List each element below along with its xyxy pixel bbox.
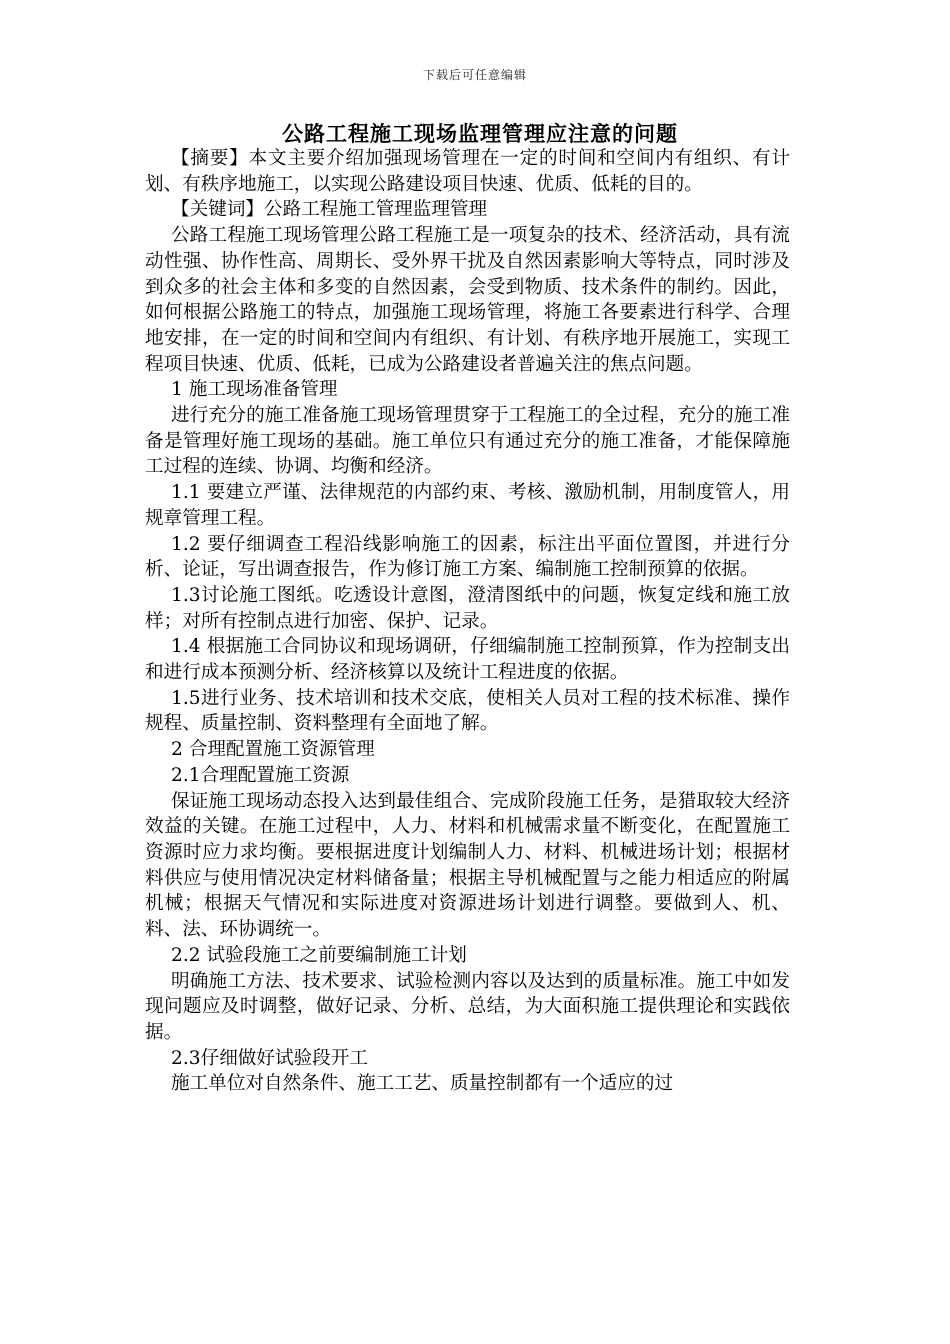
- document-body: [145, 146, 790, 1097]
- list-item-1-4: 1.4 根据施工合同协议和现场调研，仔细编制施工控制预算，作为控制支出和进行成本预测分析、经济核算以及统计工程进度的依据。: [145, 636, 790, 684]
- body-paragraph: 施工单位对自然条件、施工工艺、质量控制都有一个适应的过: [171, 1073, 674, 1095]
- subsection-heading-2-1: 2.1合理配置施工资源: [171, 764, 350, 786]
- page-header-note: 下载后可任意编辑: [422, 68, 527, 82]
- list-item-1-5: 1.5进行业务、技术培训和技术交底，使相关人员对工程的技术标准、操作规程、质量控制、资料整理有全面地了解。: [145, 687, 790, 735]
- subsection-heading-2-2: 2.2 试验段施工之前要编制施工计划: [171, 944, 467, 966]
- subsection-heading-2-3: 2.3仔细做好试验段开工: [171, 1047, 368, 1069]
- list-item-1-1: 1.1 要建立严谨、法律规范的内部约束、考核、激励机制，用制度管人，用规章管理工程。: [145, 482, 790, 529]
- intro-paragraph: 公路工程施工现场管理公路工程施工是一项复杂的技术、经济活动，具有流动性强、协作性高、周期长、受外界干扰及自然因素影响大等特点，同时涉及到众多的社会主体和多变的自然因素，会受到物质、技术条件的制约。因此，如何根据公路施工的特点，加强施工现场管理，将施工各要素进行科学、合理地安排，在一定的时间和空间内有组织、有计划、有秩序地开展施工，实现工程项目快速、优质、低耗，已成为公路建设者普遍关注的焦点问题。: [145, 225, 790, 375]
- section-heading-1: 1 施工现场准备管理: [171, 379, 338, 401]
- body-paragraph: 进行充分的施工准备施工现场管理贯穿于工程施工的全过程，充分的施工准备是管理好施工现场的基础。施工单位只有通过充分的施工准备，才能保障施工过程的连续、协调、均衡和经济。: [145, 405, 790, 478]
- body-paragraph: 保证施工现场动态投入达到最佳组合、完成阶段施工任务，是猎取较大经济效益的关键。在施工过程中，人力、材料和机械需求量不断变化，在配置施工资源时应力求均衡。要根据进度计划编制人力、材料、机械进场计划；根据材料供应与使用情况决定材料储备量；根据主导机械配置与之能力相适应的附属机械；根据天气情况和实际进度对资源进场计划进行调整。要做到人、机、料、法、环协调统一。: [145, 790, 790, 941]
- section-heading-2: 2 合理配置施工资源管理: [171, 739, 375, 761]
- document-title: 公路工程施工现场监理管理应注意的问题: [282, 121, 678, 146]
- list-item-1-2: 1.2 要仔细调查工程沿线影响施工的因素，标注出平面位置图，并进行分析、论证，写出调查报告，作为修订施工方案、编制施工控制预算的依据。: [145, 533, 790, 581]
- list-item-1-3: 1.3讨论施工图纸。吃透设计意图，澄清图纸中的问题，恢复定线和施工放样；对所有控制点进行加密、保护、记录。: [145, 584, 790, 632]
- body-paragraph: 明确施工方法、技术要求、试验检测内容以及达到的质量标准。施工中如发现问题应及时调整，做好记录、分析、总结，为大面积施工提供理论和实践依据。: [145, 970, 790, 1043]
- keywords-paragraph: 【关键词】公路工程施工管理监理管理: [171, 199, 488, 221]
- abstract-paragraph: 【摘要】本文主要介绍加强现场管理在一定的时间和空间内有组织、有计划、有秩序地施工，以实现公路建设项目快速、优质、低耗的目的。: [145, 148, 790, 195]
